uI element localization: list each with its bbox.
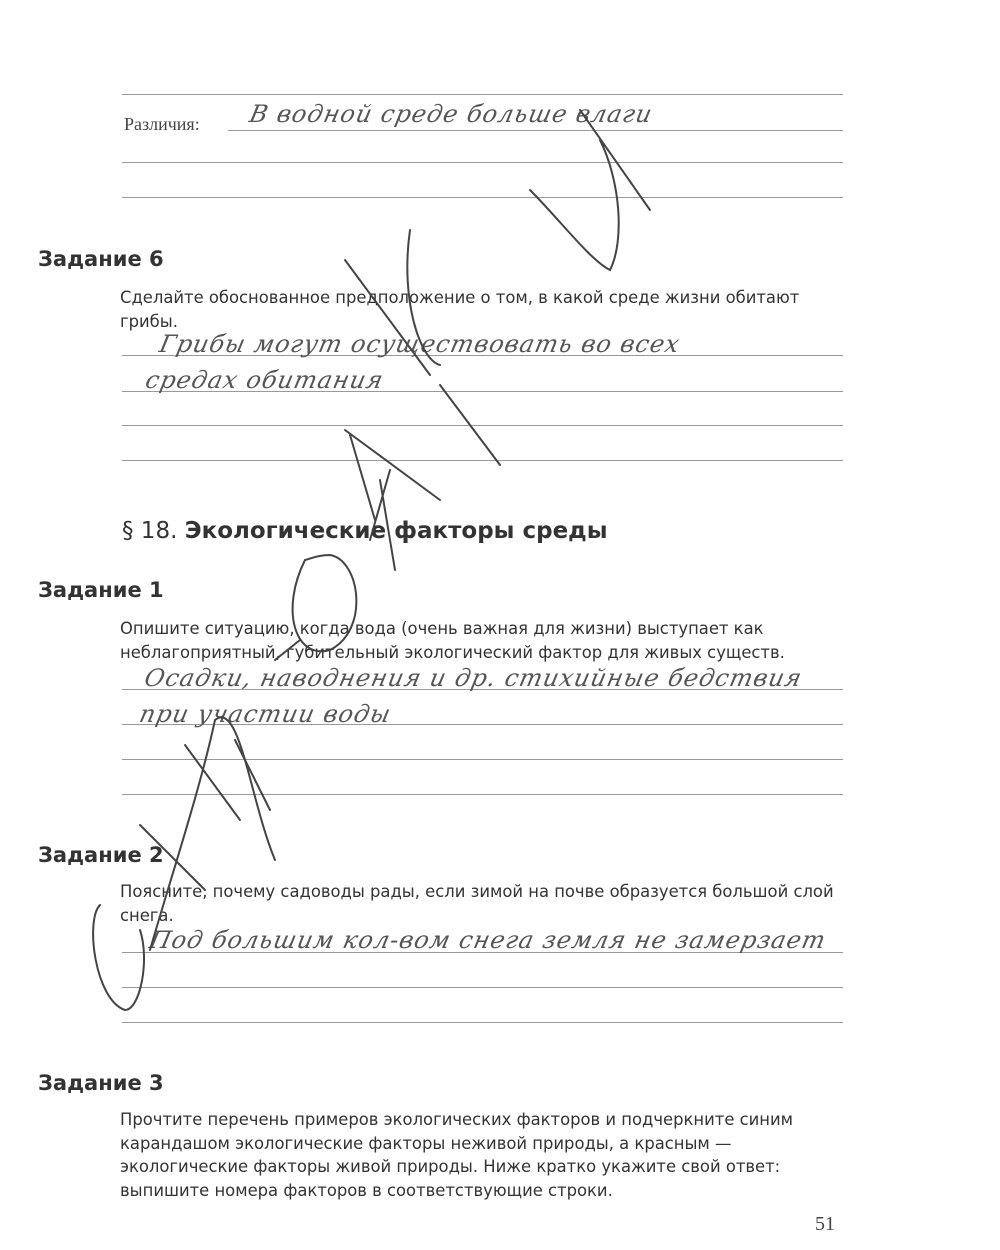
answer-line [122,94,843,95]
task-6-answer-line-2[interactable]: средах обитания [143,366,387,394]
page-number: 51 [815,1213,835,1235]
task-1-title: Задание 1 [38,578,164,602]
task-6-answer-line-1[interactable]: Грибы могут осуществовать во всех [157,330,683,358]
section-title: Экологические факторы среды [184,518,608,544]
task-2-title: Задание 2 [38,843,164,867]
answer-line [122,987,843,988]
answer-line [122,162,843,163]
task-6-prompt: Сделайте обоснованное предположение о том, в какой среде жизни обитают грибы. [120,288,800,331]
task-1-prompt: Опишите ситуацию, когда вода (очень важная для жизни) выступает как неблагоприятный, губительный экологический фактор для живых существ. [120,619,785,662]
answer-line [122,1022,843,1023]
answer-line [228,130,843,131]
scribble-stroke [345,430,440,570]
scribble-stroke [530,110,650,270]
task-6-title: Задание 6 [38,247,164,271]
answer-line [122,460,843,461]
differences-answer[interactable]: В водной среде больше влаги [247,100,656,128]
task-1-answer-line-1[interactable]: Осадки, наводнения и др. стихийные бедствия [142,664,805,692]
differences-label: Различия: [124,114,200,134]
answer-line [122,197,843,198]
answer-line [122,794,843,795]
task-1-answer-line-2[interactable]: при участии воды [137,700,394,728]
task-3-prompt: Прочтите перечень примеров экологических факторов и подчеркните синим карандашом экологические факторы неживой природы, а красным — экологические факторы живой природы. Ниже кратко укажите свой ответ: выпишите номера факторов в соответствующие строки. [120,1110,794,1200]
task-2-prompt: Поясните, почему садоводы рады, если зимой на почве образуется большой слой снега. [120,882,834,925]
section-heading [122,518,608,544]
answer-line [122,759,843,760]
task-2-answer-line-1[interactable]: Под большим кол-вом снега земля не замерзает [147,926,829,954]
task-3-title: Задание 3 [38,1071,164,1095]
answer-line [122,425,843,426]
section-number: § 18. [122,518,178,544]
